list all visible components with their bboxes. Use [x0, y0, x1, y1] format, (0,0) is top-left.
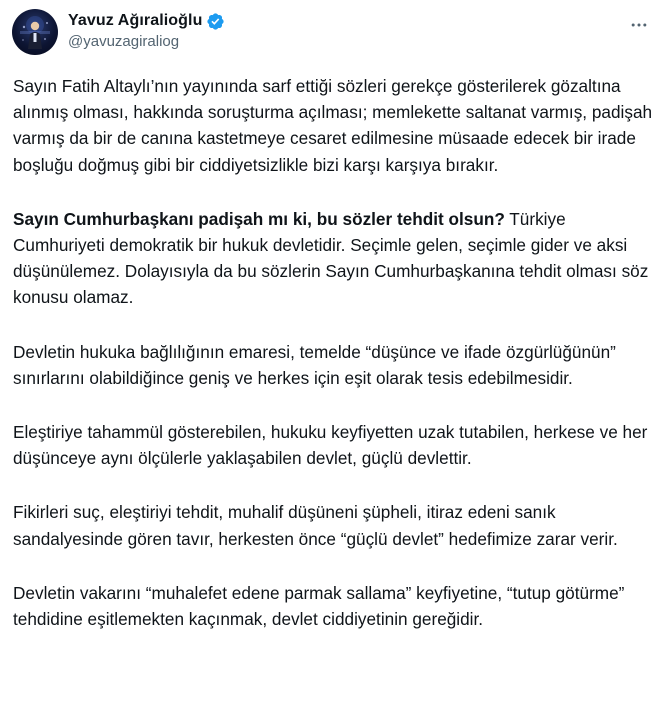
more-horizontal-icon — [629, 15, 649, 35]
tweet-text — [13, 73, 659, 660]
tweet-paragraph-3: Devletin hukuka bağlılığının emaresi, temelde “düşünce ve ifade özgürlüğünün” sınırlarını olabildiğince geniş ve herkes için eşit olarak tesis edebilmesidir. — [13, 341, 616, 388]
tweet-paragraph-1: Sayın Fatih Altaylı’nın yayınında sarf ettiği sözleri gerekçe gösterilerek gözaltına alınmış olması, hakkında soruşturma açılması; memlekette saltanat varmış, padişah varmış da bir de canına kastetmeye cesaret edilmesine müsaade edecek bir irade boşluğu doğmuş gibi bir ciddiyetsizlikle bizi karşı karşıya bırakır. — [13, 76, 653, 175]
tweet-paragraph-2-rest: Türkiye Cumhuriyeti demokratik bir hukuk devletidir. Seçimle gelen, seçimle gider ve aksi düşünülemez. Dolayısıyla da bu sözlerin Sayın Cumhurbaşkanına tehdit olması söz konusu olamaz. — [13, 208, 649, 308]
tweet-bold-question: Sayın Cumhurbaşkanı padişah mı ki, bu sözler tehdit olsun? — [13, 208, 505, 229]
verified-badge-icon[interactable] — [206, 12, 225, 31]
tweet-paragraph-6: Devletin vakarını “muhalefet edene parmak sallama” keyfiyetine, “tutup götürme” tehdidine eşitlemekten kaçınmak, devlet ciddiyetinin gereğidir. — [13, 582, 625, 630]
display-name[interactable]: Yavuz Ağıralioğlu — [68, 12, 203, 29]
author-handle[interactable]: @yavuzagiraliog — [68, 33, 180, 50]
tweet-paragraph-5: Fikirleri suç, eleştiriyi tehdit, muhalif düşüneni şüpheli, itiraz edeni sanık sandalyesinde gören tavır, herkesten önce “güçlü devlet” hedefimize zarar verir. — [13, 502, 618, 549]
author-names — [68, 10, 225, 50]
tweet-header — [12, 8, 658, 58]
more-options-button[interactable] — [626, 12, 652, 38]
tweet-paragraph-4: Eleştiriye tahammül gösterebilen, hukuku keyfiyetten uzak tutabilen, herkese ve her düşünceye aynı ölçülerle yaklaşabilen devlet, güçlü devlettir. — [13, 422, 648, 469]
tweet-paragraph-2 — [13, 206, 659, 311]
display-name-row — [68, 10, 225, 32]
avatar[interactable] — [12, 9, 58, 55]
